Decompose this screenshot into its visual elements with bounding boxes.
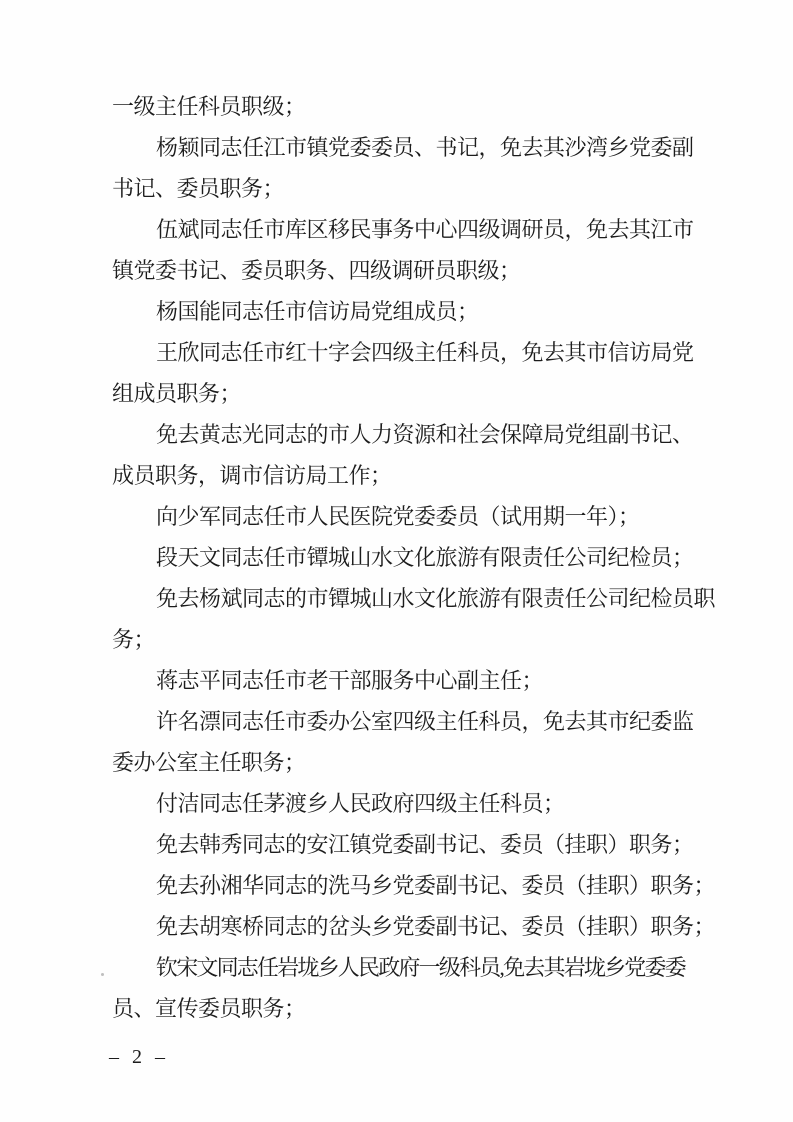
document-line: 免去胡寒桥同志的岔头乡党委副书记、委员（挂职）职务； [156,914,716,939]
document-line: 钦宋文同志任岩垅乡人民政府一级科员,免去其岩垅乡党委委 [156,955,685,980]
document-line: 蒋志平同志任市老干部服务中心副主任； [156,668,544,693]
scan-artifact-speck [101,973,104,976]
document-body [112,86,716,1029]
document-line: 王欣同志任市红十字会四级主任科员，免去其市信访局党 [156,340,694,365]
document-line: 成员职务，调市信访局工作； [112,463,392,488]
document-line: 杨国能同志任市信访局党组成员； [156,299,479,324]
document-line: 伍斌同志任市库区移民事务中心四级调研员，免去其江市 [156,217,694,242]
document-line: 员、宣传委员职务； [112,996,306,1021]
document-line: 组成员职务； [112,381,242,406]
document-line: 委办公室主任职务； [112,750,306,775]
document-line: 免去韩秀同志的安江镇党委副书记、委员（挂职）职务； [156,832,694,857]
document-line: 书记、委员职务； [112,176,285,201]
document-line: 许名漂同志任市委办公室四级主任科员，免去其市纪委监 [156,709,694,734]
document-line: 付洁同志任茅渡乡人民政府四级主任科员； [156,791,565,816]
document-line: 段天文同志任市镡城山水文化旅游有限责任公司纪检员； [156,545,694,570]
document-line: 一级主任科员职级； [112,94,306,119]
document-line: 免去孙湘华同志的洗马乡党委副书记、委员（挂职）职务； [156,873,716,898]
document-line: 免去黄志光同志的市人力资源和社会保障局党组副书记、 [156,422,694,447]
document-line: 免去杨斌同志的市镡城山水文化旅游有限责任公司纪检员职 [156,586,716,611]
document-line: 镇党委书记、委员职务、四级调研员职级； [112,258,521,283]
page-number: – 2 – [109,1046,169,1068]
document-line: 杨颖同志任江市镇党委委员、书记，免去其沙湾乡党委副 [156,135,694,160]
document-line: 向少军同志任市人民医院党委委员（试用期一年）； [156,504,640,529]
document-line: 务； [112,627,156,652]
